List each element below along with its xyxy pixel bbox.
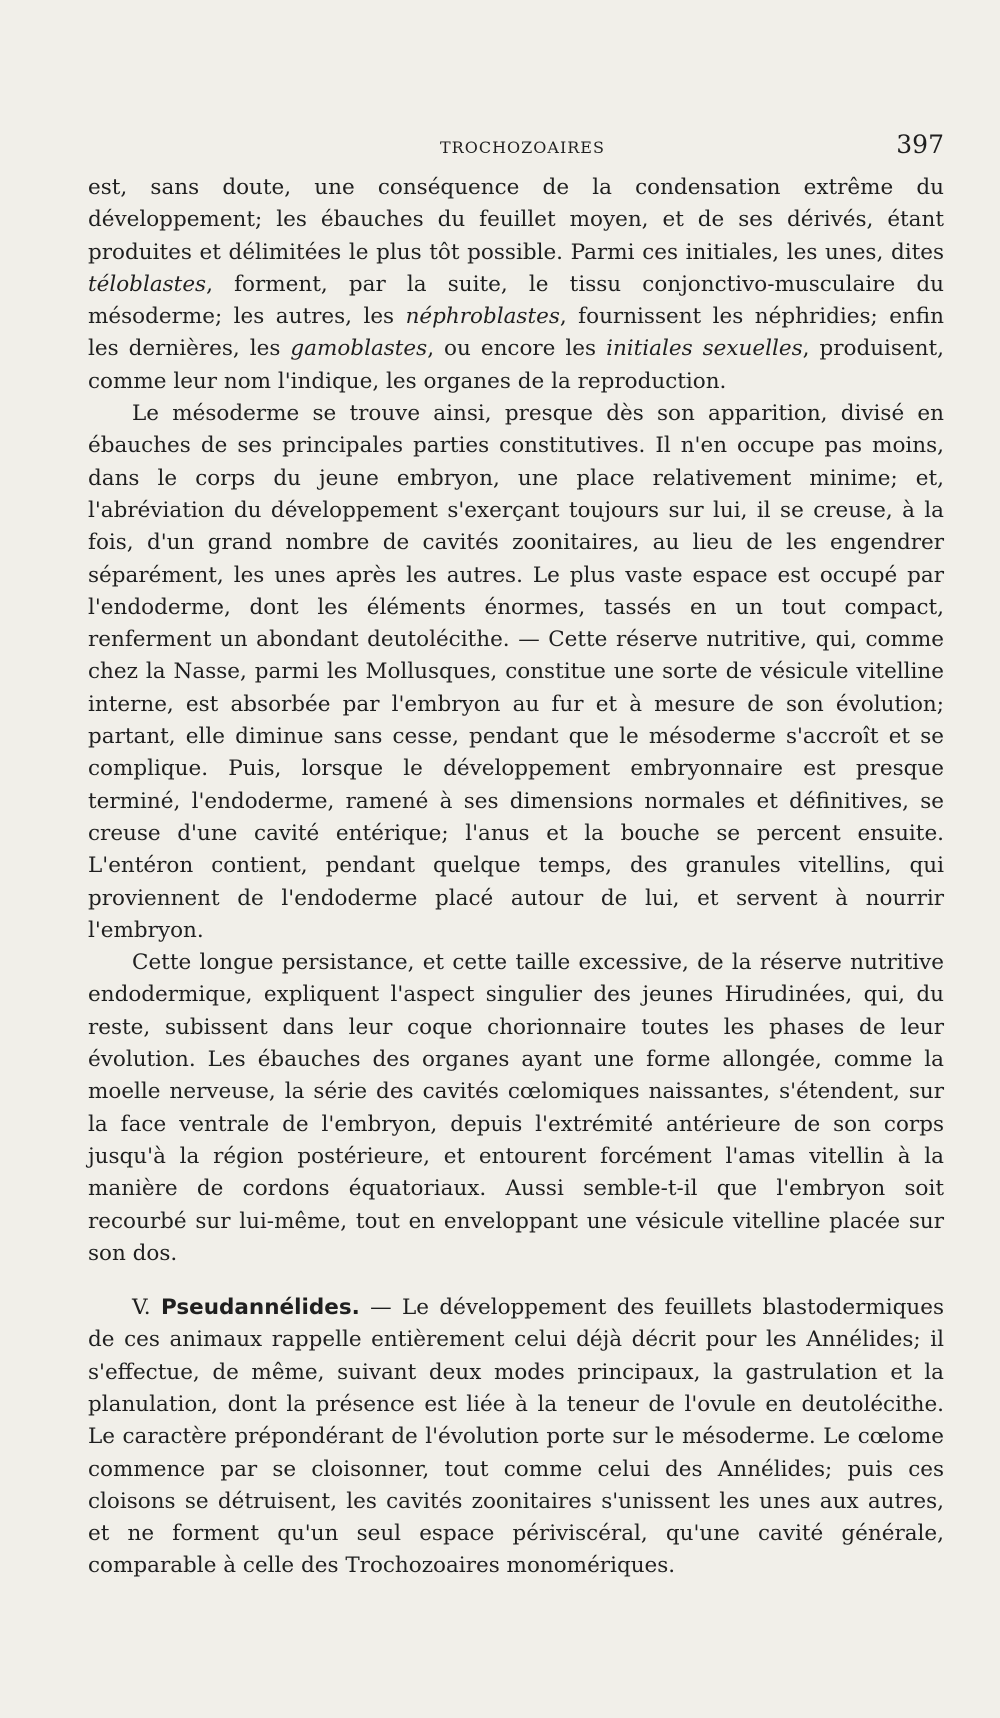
section-heading: Pseudannélides.: [160, 1295, 360, 1321]
paragraph-3: Cette longue persistance, et cette taille excessive, de la réserve nutritive endodermique, expliquent l'aspect singulier des jeunes Hirudinées, qui, du reste, subissent dans leur coque chorionnaire toutes les phases de leur évolution. Les ébauches des organes ayant une forme allongée, comme la moelle nerveuse, la série des cavités cœlomiques naissantes, s'étendent, sur la face ventrale de l'embryon, depuis l'extrémité antérieure de son corps jusqu'à la région postérieure, et entourent forcément l'amas vitellin à la manière de cordons équatoriaux. Aussi semble-t-il que l'embryon soit recourbé sur lui-même, tout en enveloppant une vésicule vitelline placée sur son dos.: [88, 950, 944, 1266]
page-header: [0, 130, 1000, 164]
section-number: V.: [132, 1295, 151, 1321]
paragraph-2: Le mésoderme se trouve ainsi, presque dès son apparition, divisé en ébauches de ses principales parties constitutives. Il n'en occupe pas moins, dans le corps du jeune embryon, une place relativement minime; et, l'abréviation du développement s'exerçant toujours sur lui, il se creuse, à la fois, d'un grand nombre de cavités zoonitaires, au lieu de les engendrer séparément, les unes après les autres. Le plus vaste espace est occupé par l'endoderme, dont les éléments énormes, tassés en un tout compact, renferment un abondant deutolécithe. — Cette réserve nutritive, qui, comme chez la Nasse, parmi les Mollusques, constitue une sorte de vésicule vitelline interne, est absorbée par l'embryon au fur et à mesure de son évolution; partant, elle diminue sans cesse, pendant que le mésoderme s'accroît et se complique. Puis, lorsque le développement embryonnaire est presque terminé, l'endoderme, ramené à ses dimensions normales et définitives, se creuse d'une cavité entérique; l'anus et la bouche se percent ensuite. L'entéron contient, pendant quelque temps, des granules vitellins, qui proviennent de l'endoderme placé autour de lui, et servent à nourrir l'embryon.: [88, 401, 944, 943]
term-teloblastes: téloblastes: [88, 271, 207, 297]
paragraph-1: est, sans doute, une conséquence de la condensation extrême du développement; les ébauches du feuillet moyen, et de ses dérivés, étant produites et délimitées le plus tôt possible. Parmi ces initiales, les unes, dites téloblastes, forment, par la suite, le tissu conjonctivo-musculaire du mésoderme; les autres, les néphroblastes, fournissent les néphridies; enfin les dernières, les gamoblastes, ou encore les initiales sexuelles, produisent, comme leur nom l'indique, les organes de la reproduction.: [88, 175, 945, 394]
section-pseudannelides: [88, 1292, 944, 1583]
body-text: [88, 172, 944, 1583]
running-title: TROCHOZOAIRES: [440, 138, 605, 157]
term-initiales-sexuelles: initiales sexuelles: [606, 336, 803, 362]
page-number: 397: [896, 130, 944, 159]
section-text: — Le développement des feuillets blastodermiques de ces animaux rappelle entièrement celui déjà décrit pour les Annélides; il s'effectue, de même, suivant deux modes principaux, la gastrulation et la planulation, dont la présence est liée à la teneur de l'ovule en deutolécithe. Le caractère prépondérant de l'évolution porte sur le mésoderme. Le cœlome commence par se cloisonner, tout comme celui des Annélides; puis ces cloisons se détruisent, les cavités zoonitaires s'unissent les unes aux autres, et ne forment qu'un seul espace périviscéral, qu'une cavité générale, comparable à celle des Trochozoaires monomériques.: [88, 1295, 944, 1579]
term-nephroblastes: néphroblastes: [405, 304, 560, 330]
term-gamoblastes: gamoblastes: [290, 336, 428, 362]
